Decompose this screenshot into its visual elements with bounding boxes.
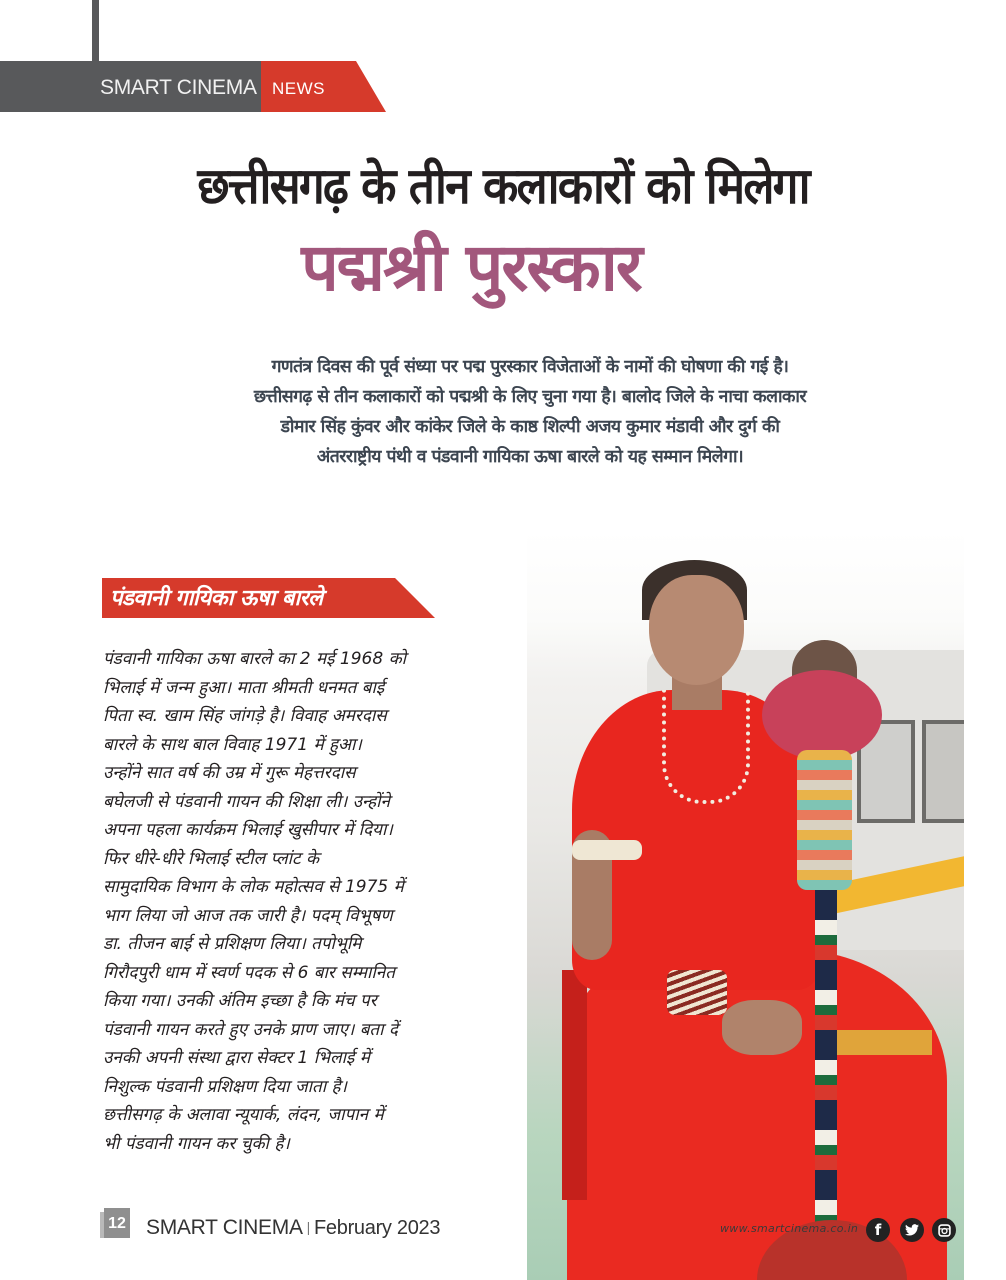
body-line: फिर धीरे-धीरे भिलाई स्टील प्लांट के — [103, 848, 320, 869]
body-line: निशुल्क पंडवानी प्रशिक्षण दिया जाता है। — [103, 1076, 347, 1097]
body-line: अपना पहला कार्यक्रम भिलाई खुसीपार में दिया। — [103, 820, 393, 840]
body-line: पंडवानी गायन करते हुए उनके प्राण जाए। बता दें — [103, 1019, 398, 1040]
twitter-icon — [900, 1218, 924, 1242]
photo-tambura-stick — [815, 890, 837, 1270]
page-number: 12 — [104, 1208, 130, 1238]
body-line: भाग लिया जो आज तक जारी है। पदम् विभूषण — [103, 905, 393, 926]
photo-tambura-flowers — [762, 670, 882, 760]
photo-necklace — [662, 690, 750, 804]
intro-line: डोमार सिंह कुंवर और कांकेर जिले के काष्ठ शिल्पी अजय कुमार मंडावी और दुर्ग की — [280, 417, 780, 437]
footer-magazine: SMART CINEMA — [146, 1216, 303, 1239]
facebook-icon: f — [866, 1218, 890, 1242]
body-line: भी पंडवानी गायन कर चुकी है। — [103, 1133, 290, 1154]
photo-armband — [572, 840, 642, 860]
section-heading: पंडवानी गायिका ऊषा बारले — [110, 586, 323, 611]
intro-line: गणतंत्र दिवस की पूर्व संध्या पर पद्म पुरस्कार विजेताओं के नामों की घोषणा की गई है। — [271, 357, 789, 377]
instagram-icon — [932, 1218, 956, 1242]
header-brand: SMART CINEMA — [100, 76, 257, 99]
website-watermark: www.smartcinema.co.in — [720, 1222, 859, 1235]
body-line: गिरौदपुरी धाम में स्वर्ण पदक से 6 बार सम्मानित — [103, 962, 395, 983]
photo-bangles — [667, 970, 727, 1015]
photo-tambura-wrap — [797, 750, 852, 890]
photo-face — [649, 575, 744, 685]
header-section-label: NEWS — [272, 79, 325, 98]
footer-issue-date: February 2023 — [314, 1217, 441, 1239]
body-line: सामुदायिक विभाग के लोक महोत्सव से 1975 में — [103, 877, 404, 897]
headline-line-1: छत्तीसगढ़ के तीन कलाकारों को मिलेगा — [197, 157, 809, 215]
intro-line: छत्तीसगढ़ से तीन कलाकारों को पद्मश्री के लिए चुना गया है। बालोद जिले के नाचा कलाकार — [253, 387, 807, 407]
footer-separator: | — [306, 1219, 310, 1235]
body-line: भिलाई में जन्म हुआ। माता श्रीमती धनमत बाई — [103, 677, 385, 698]
body-line: छत्तीसगढ़ के अलावा न्यूयार्क, लंदन, जापान में — [103, 1105, 384, 1125]
photo-vehicle-window — [922, 720, 964, 823]
photo-saree-border — [837, 1030, 932, 1055]
photo-chair — [562, 970, 587, 1200]
body-line: डा. तीजन बाई से प्रशिक्षण लिया। तपोभूमि — [103, 934, 362, 954]
headline-line-2: पद्मश्री पुरस्कार — [301, 229, 641, 306]
article-photo — [527, 530, 964, 1280]
footer-credit — [146, 1216, 440, 1240]
intro-paragraph — [120, 352, 940, 472]
body-line: उन्होंने सात वर्ष की उम्र में गुरू मेहत्तरदास — [103, 763, 356, 783]
body-line: पिता स्व. खाम सिंह जांगड़े है। विवाह अमरदास — [103, 706, 387, 726]
article-body — [103, 645, 483, 1158]
body-line: उनकी अपनी संस्था द्वारा सेक्टर 1 भिलाई में — [103, 1048, 370, 1068]
body-line: पंडवानी गायिका ऊषा बारले का 2 मई 1968 को — [103, 649, 407, 669]
photo-hand — [722, 1000, 802, 1055]
body-line: किया गया। उनकी अंतिम इच्छा है कि मंच पर — [103, 991, 377, 1011]
header-divider-line — [92, 0, 99, 62]
body-line: बारले के साथ बाल विवाह 1971 में हुआ। — [103, 734, 362, 755]
body-line: बघेलजी से पंडवानी गायन की शिक्षा ली। उन्होंने — [103, 791, 390, 812]
intro-line: अंतरराष्ट्रीय पंथी व पंडवानी गायिका ऊषा बारले को यह सम्मान मिलेगा। — [316, 447, 744, 467]
